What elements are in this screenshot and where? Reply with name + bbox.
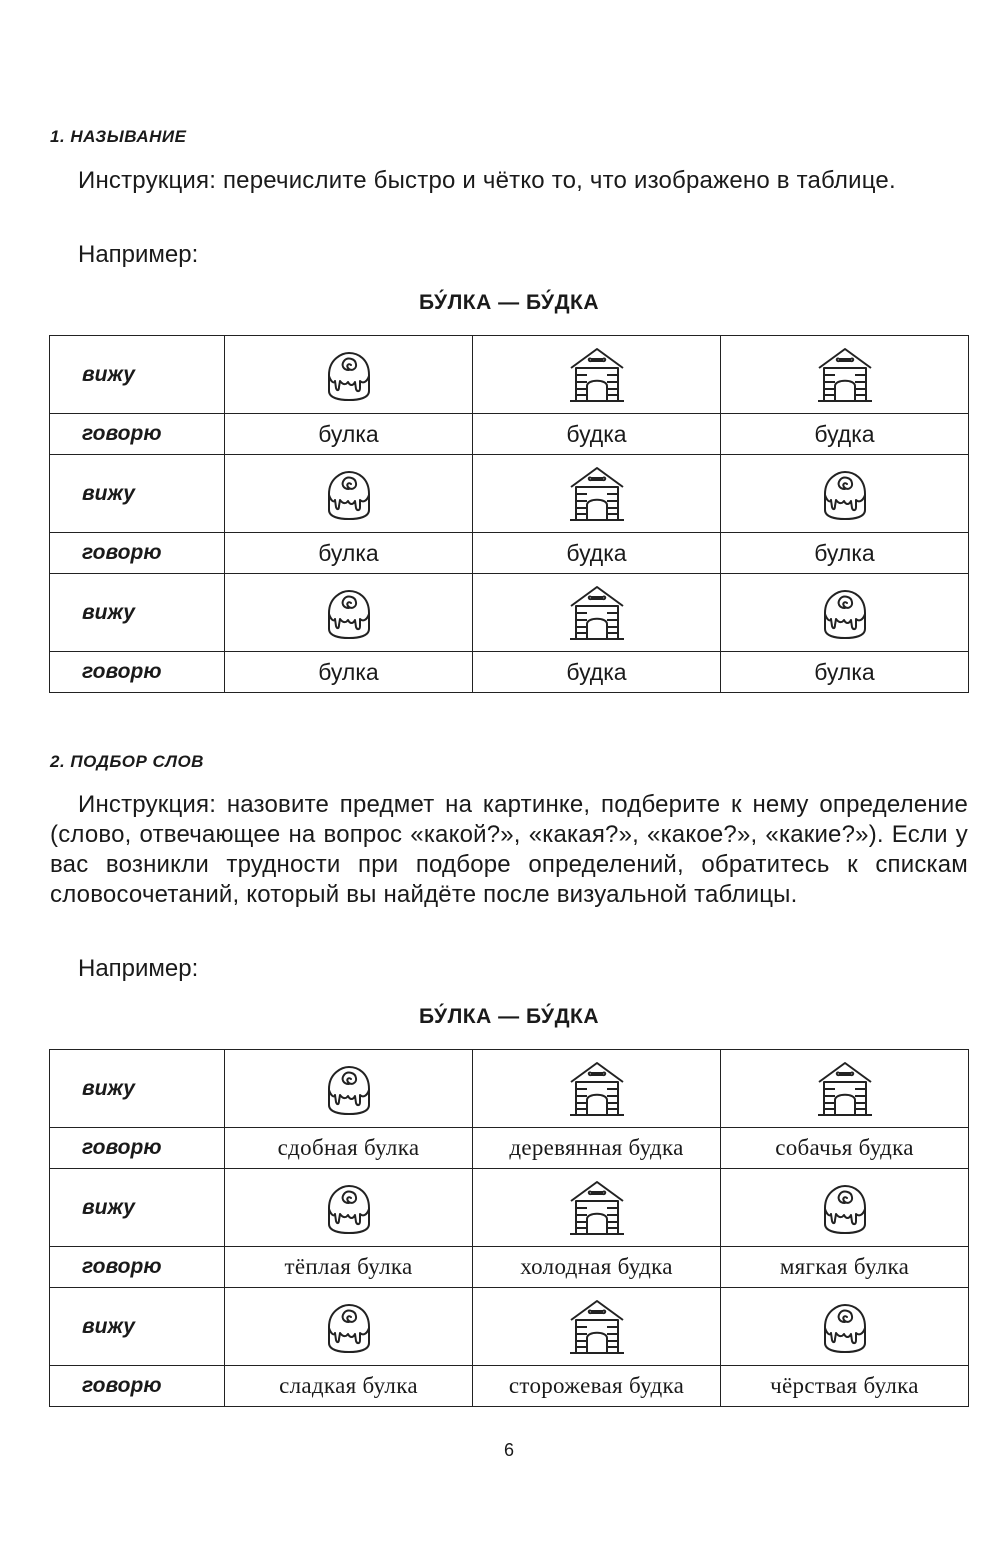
- see-label: вижу: [50, 1169, 225, 1247]
- say-label: говорю: [50, 414, 225, 455]
- table-1-see-row: [50, 574, 969, 652]
- word-cell: сдобная булка: [225, 1128, 473, 1169]
- word-cell: тёплая булка: [225, 1247, 473, 1288]
- bun-icon: [322, 1199, 376, 1216]
- say-label: говорю: [50, 1366, 225, 1407]
- picture-cell: [225, 1288, 473, 1366]
- say-label: говорю: [50, 1247, 225, 1288]
- word-cell: будка: [721, 414, 969, 455]
- picture-cell: [225, 1050, 473, 1128]
- table-1-say-row: [50, 533, 969, 574]
- doghouse-icon: [567, 604, 627, 621]
- bun-icon: [818, 1199, 872, 1216]
- section-2-pair-title: БУ́ЛКА — БУ́ДКА: [418, 1005, 600, 1028]
- bun-icon: [818, 604, 872, 621]
- section-2-instruction: Инструкция: назовите предмет на картинке, подберите к нему определение (слово, отвечающее на вопрос «какой?», «какая?», «какое?», «какие?»). Если у вас возникли трудности при подборе определений, обратитесь к спискам словосочетаний, который вы найдёте после визуальной таблицы.: [50, 791, 968, 908]
- word-cell: булка: [225, 533, 473, 574]
- section-1-table: [49, 335, 969, 693]
- word-cell: холодная будка: [473, 1247, 721, 1288]
- say-label: говорю: [50, 1128, 225, 1169]
- table-2-see-row: [50, 1169, 969, 1247]
- word-cell: мягкая булка: [721, 1247, 969, 1288]
- say-label: говорю: [50, 652, 225, 693]
- picture-cell: [721, 455, 969, 533]
- picture-cell: [473, 1169, 721, 1247]
- picture-cell: [225, 1169, 473, 1247]
- bun-icon: [322, 1318, 376, 1335]
- word-cell: булка: [225, 652, 473, 693]
- picture-cell: [473, 1288, 721, 1366]
- word-cell: будка: [473, 533, 721, 574]
- picture-cell: [721, 336, 969, 414]
- word-cell: сторожевая будка: [473, 1366, 721, 1407]
- picture-cell: [225, 574, 473, 652]
- see-label: вижу: [50, 1050, 225, 1128]
- bun-icon: [818, 485, 872, 502]
- see-label: вижу: [50, 574, 225, 652]
- word-cell: будка: [473, 652, 721, 693]
- picture-cell: [721, 1050, 969, 1128]
- word-cell: булка: [721, 652, 969, 693]
- word-cell: собачья будка: [721, 1128, 969, 1169]
- doghouse-icon: [815, 366, 875, 383]
- table-1-see-row: [50, 336, 969, 414]
- picture-cell: [721, 1288, 969, 1366]
- page-number: 6: [503, 1440, 514, 1460]
- word-cell: сладкая булка: [225, 1366, 473, 1407]
- picture-cell: [225, 455, 473, 533]
- see-label: вижу: [50, 336, 225, 414]
- doghouse-icon: [567, 366, 627, 383]
- bun-icon: [322, 366, 376, 383]
- section-2-table: [49, 1049, 969, 1407]
- table-2-say-row: [50, 1128, 969, 1169]
- word-cell: будка: [473, 414, 721, 455]
- table-1-see-row: [50, 455, 969, 533]
- section-1-pair-title: БУ́ЛКА — БУ́ДКА: [418, 291, 600, 314]
- section-1-title: 1. НАЗЫВАНИЕ: [50, 127, 187, 146]
- picture-cell: [473, 1050, 721, 1128]
- picture-cell: [473, 455, 721, 533]
- word-cell: деревянная будка: [473, 1128, 721, 1169]
- section-1-example-label: Например:: [78, 241, 199, 268]
- picture-cell: [473, 336, 721, 414]
- word-cell: булка: [225, 414, 473, 455]
- picture-cell: [473, 574, 721, 652]
- table-2-see-row: [50, 1288, 969, 1366]
- section-1-instruction: Инструкция: перечислите быстро и чётко то, что изображено в таблице.: [78, 167, 896, 194]
- word-cell: чёрствая булка: [721, 1366, 969, 1407]
- bun-icon: [322, 1080, 376, 1097]
- table-1-say-row: [50, 414, 969, 455]
- picture-cell: [721, 1169, 969, 1247]
- bun-icon: [322, 604, 376, 621]
- doghouse-icon: [567, 485, 627, 502]
- picture-cell: [721, 574, 969, 652]
- table-1-say-row: [50, 652, 969, 693]
- bun-icon: [818, 1318, 872, 1335]
- section-2-example-label: Например:: [78, 955, 199, 982]
- see-label: вижу: [50, 1288, 225, 1366]
- picture-cell: [225, 336, 473, 414]
- bun-icon: [322, 485, 376, 502]
- doghouse-icon: [815, 1080, 875, 1097]
- doghouse-icon: [567, 1199, 627, 1216]
- see-label: вижу: [50, 455, 225, 533]
- doghouse-icon: [567, 1080, 627, 1097]
- table-2-say-row: [50, 1366, 969, 1407]
- table-2-see-row: [50, 1050, 969, 1128]
- word-cell: булка: [721, 533, 969, 574]
- table-2-say-row: [50, 1247, 969, 1288]
- doghouse-icon: [567, 1318, 627, 1335]
- say-label: говорю: [50, 533, 225, 574]
- section-2-title: 2. ПОДБОР СЛОВ: [50, 752, 204, 771]
